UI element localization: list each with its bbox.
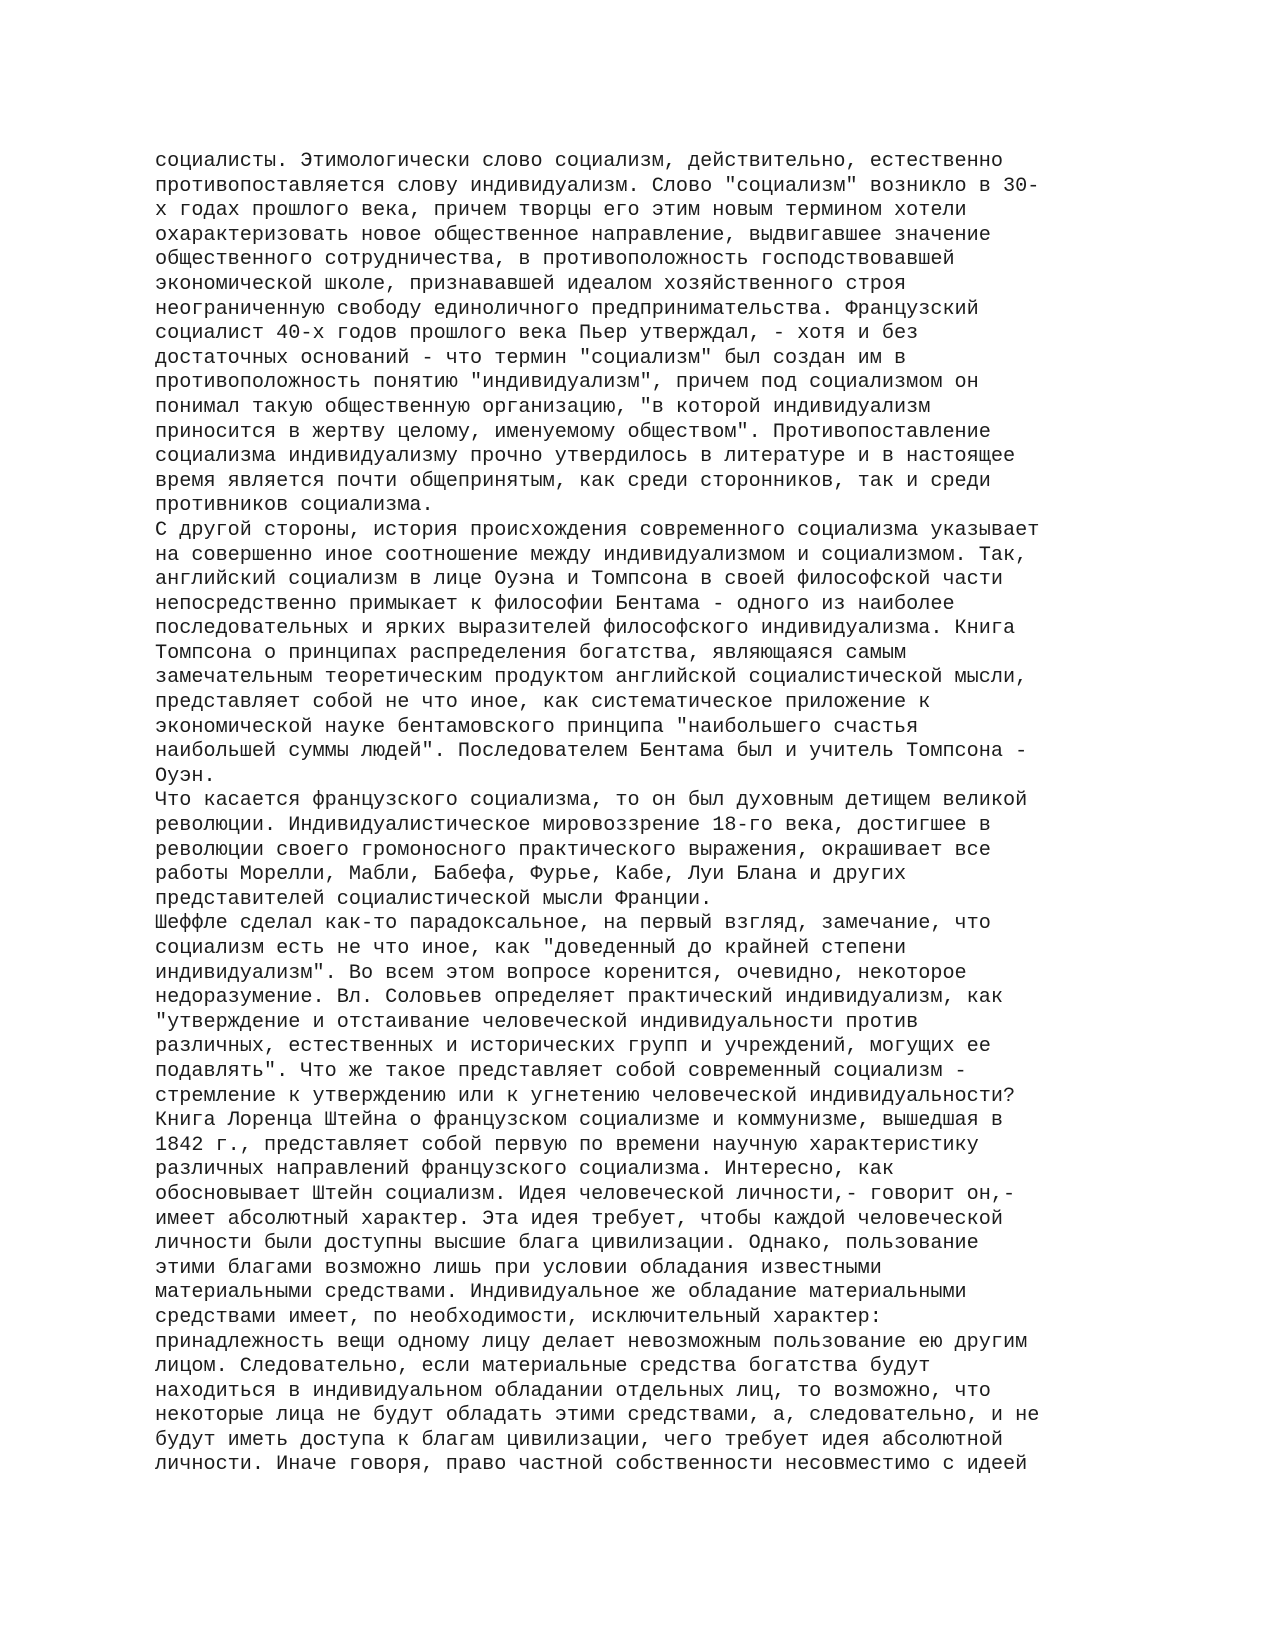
text-line: имеет абсолютный характер. Эта идея требует, чтобы каждой человеческой [155, 1207, 1004, 1231]
text-line: представителей социалистической мысли Франции. [155, 887, 713, 911]
text-line: стремление к утверждению или к угнетению человеческой индивидуальности? [155, 1084, 1016, 1108]
text-line: различных направлений французского социализма. Интересно, как [155, 1158, 894, 1182]
text-line: на совершенно иное соотношение между индивидуализмом и социализмом. Так, [155, 543, 1028, 567]
text-line: С другой стороны, история происхождения современного социализма указывает [155, 518, 1040, 542]
text-line: непосредственно примыкает к философии Бентама - одного из наиболее [155, 592, 955, 616]
text-line: общественного сотрудничества, в противоположность господствовавшей [155, 248, 955, 272]
text-line: некоторые лица не будут обладать этими средствами, а, следовательно, и не [155, 1404, 1040, 1428]
text-line: противоположность понятию "индивидуализм", причем под социализмом он [155, 371, 979, 395]
text-line: личности. Иначе говоря, право частной собственности несовместимо с идеей [155, 1453, 1028, 1477]
text-line: средствами имеет, по необходимости, исключительный характер: [155, 1305, 882, 1329]
text-line: английский социализм в лице Оуэна и Томпсона в своей философской части [155, 568, 1004, 592]
text-line: охарактеризовать новое общественное направление, выдвигавшее значение [155, 223, 991, 247]
text-line: Шеффле сделал как-то парадоксальное, на первый взгляд, замечание, что [155, 912, 991, 936]
text-line: представляет собой не что иное, как систематическое приложение к [155, 691, 931, 715]
text-line: личности были доступны высшие блага цивилизации. Однако, пользование [155, 1232, 979, 1256]
text-line: различных, естественных и исторических групп и учреждений, могущих ее [155, 1035, 991, 1059]
text-line: революции. Индивидуалистическое мировоззрение 18-го века, достигшее в [155, 814, 991, 838]
text-line: социалисты. Этимологически слово социализм, действительно, естественно [155, 150, 1004, 173]
text-line: обосновывает Штейн социализм. Идея человеческой личности,- говорит он,- [155, 1182, 1016, 1206]
text-line: Книга Лоренца Штейна о французском социализме и коммунизме, вышедшая в [155, 1109, 1004, 1133]
text-line: подавлять". Что же такое представляет собой современный социализм - [155, 1059, 967, 1083]
text-line: находиться в индивидуальном обладании отдельных лиц, то возможно, что [155, 1379, 991, 1403]
text-line: приносится в жертву целому, именуемому обществом". Противопоставление [155, 420, 991, 444]
text-line: последовательных и ярких выразителей философского индивидуализма. Книга [155, 617, 1016, 641]
text-line: Томпсона о принципах распределения богатства, являющаяся самым [155, 641, 907, 665]
text-line: будут иметь доступа к благам цивилизации, чего требует идея абсолютной [155, 1428, 1004, 1452]
text-line: понимал такую общественную организацию, "в которой индивидуализм [155, 395, 931, 419]
text-line: индивидуализм". Во всем этом вопросе коренится, очевидно, некоторое [155, 961, 967, 985]
text-line: экономической школе, признававшей идеалом хозяйственного строя [155, 272, 907, 296]
text-line: лицом. Следовательно, если материальные средства богатства будут [155, 1355, 931, 1379]
text-line: замечательным теоретическим продуктом английской социалистической мысли, [155, 666, 1028, 690]
text-line: экономической науке бентамовского принципа "наибольшего счастья [155, 715, 919, 739]
text-line: принадлежность вещи одному лицу делает невозможным пользование ею другим [155, 1330, 1028, 1354]
text-line: противопоставляется слову индивидуализм. Слово "социализм" возникло в 30- [155, 174, 1040, 198]
text-line: х годах прошлого века, причем творцы его этим новым термином хотели [155, 199, 967, 223]
text-line: Что касается французского социализма, то он был духовным детищем великой [155, 789, 1028, 813]
text-line: этими благами возможно лишь при условии обладания известными [155, 1256, 882, 1280]
text-line: социализм есть не что иное, как "доведенный до крайней степени [155, 937, 907, 960]
text-line: "утверждение и отстаивание человеческой индивидуальности против [155, 1010, 919, 1034]
text-line: революции своего громоносного практического выражения, окрашивает все [155, 838, 991, 862]
text-line: наибольшей суммы людей". Последователем Бентама был и учитель Томпсона - [155, 740, 1028, 764]
text-line: недоразумение. Вл. Соловьев определяет практический индивидуализм, как [155, 986, 1004, 1010]
text-line: социализма индивидуализму прочно утвердилось в литературе и в настоящее [155, 445, 1016, 469]
text-line: неограниченную свободу единоличного предпринимательства. Французский [155, 297, 979, 321]
text-line: Оуэн. [155, 764, 216, 788]
text-line: противников социализма. [155, 494, 434, 518]
text-line: социалист 40-х годов прошлого века Пьер утверждал, - хотя и без [155, 322, 919, 346]
text-line: достаточных оснований - что термин "социализм" был создан им в [155, 346, 907, 370]
text-line: работы Морелли, Мабли, Бабефа, Фурье, Кабе, Луи Блана и других [155, 863, 907, 887]
text-line: материальными средствами. Индивидуальное же обладание материальными [155, 1281, 967, 1305]
body-text [155, 150, 1155, 1478]
text-line: время является почти общепринятым, как среди сторонников, так и среди [155, 469, 991, 493]
text-line: 1842 г., представляет собой первую по времени научную характеристику [155, 1133, 979, 1157]
